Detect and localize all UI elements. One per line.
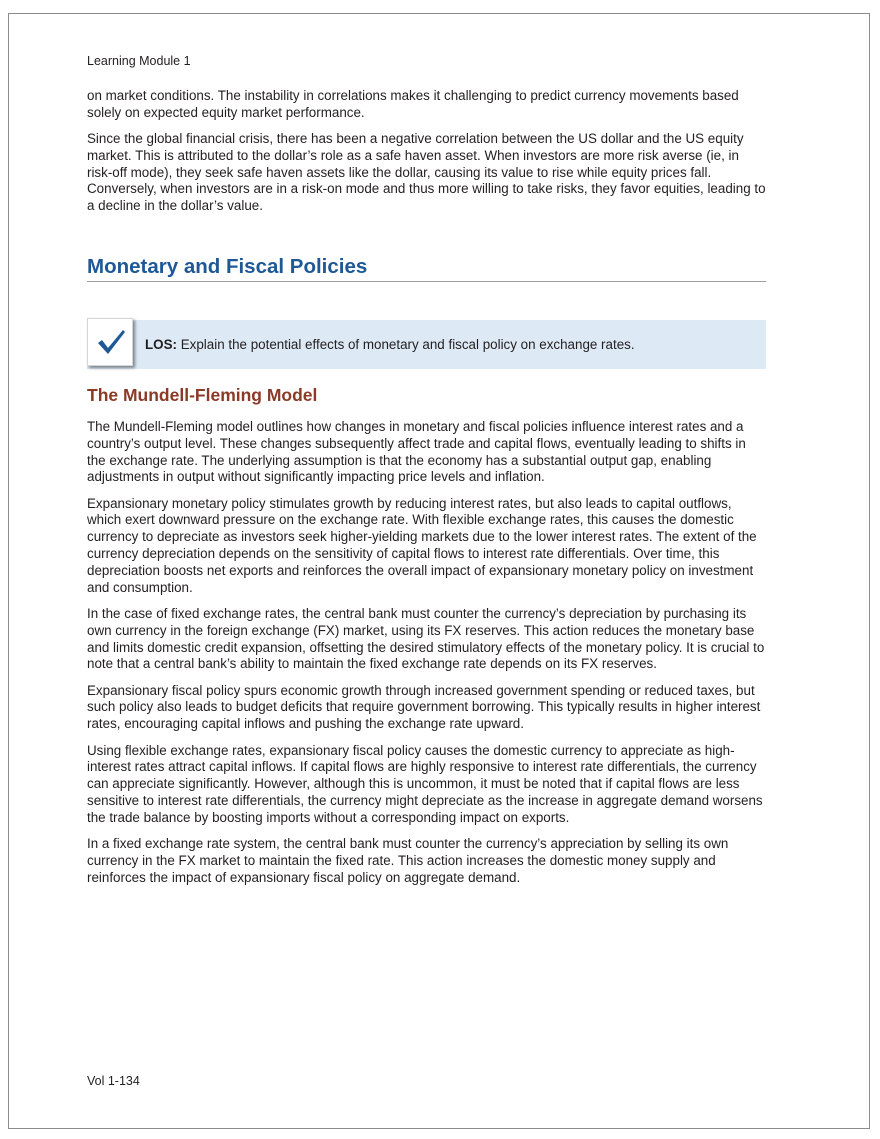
page-number: Vol 1-134 bbox=[87, 1074, 140, 1088]
los-label: LOS: bbox=[145, 337, 177, 352]
los-statement bbox=[145, 337, 635, 353]
paragraph: Expansionary monetary policy stimulates growth by reducing interest rates, but also leads to capital outflows, which exert downward pressure on the exchange rate. With flexible exchange rates, this causes the domestic currency to depreciate as investors seek higher-yielding markets due to the lower interest rates. The extent of the currency depreciation depends on the sensitivity of capital flows to interest rate differentials. Over time, this depreciation boosts net exports and reinforces the overall impact of expansionary monetary policy on investment and consumption. bbox=[87, 495, 757, 595]
running-head: Learning Module 1 bbox=[87, 54, 191, 68]
los-text: Explain the potential effects of monetary and fiscal policy on exchange rates. bbox=[180, 337, 635, 352]
paragraph: Since the global financial crisis, there has been a negative correlation between the US dollar and the US equity market. This is attributed to the dollar’s role as a safe haven asset. When investors are more risk averse (ie, in risk-off mode), they seek safe haven assets like the dollar, causing its value to rise while equity prices fall. Conversely, when investors are in a risk-on mode and thus more willing to take risks, they favor equities, leading to a decline in the dollar’s value. bbox=[87, 131, 766, 214]
checkmark-icon bbox=[87, 318, 133, 366]
paragraph: Expansionary fiscal policy spurs economic growth through increased government spending or reduced taxes, but such policy also leads to budget deficits that require government borrowing. This typically results in higher interest rates, encouraging capital inflows and pushing the exchange rate upward. bbox=[87, 682, 761, 732]
subsection-title: The Mundell-Fleming Model bbox=[87, 385, 318, 405]
main-text bbox=[87, 419, 767, 896]
section-title: Monetary and Fiscal Policies bbox=[87, 255, 368, 278]
paragraph: In a fixed exchange rate system, the central bank must counter the currency’s appreciation by selling its own currency in the FX market to maintain the fixed rate. This action increases the domestic money supply and reinforces the impact of expansionary fiscal policy on aggregate demand. bbox=[87, 836, 729, 885]
section-divider bbox=[87, 281, 766, 282]
paragraph: The Mundell-Fleming model outlines how changes in monetary and fiscal policies influence interest rates and a country’s output level. These changes subsequently affect trade and capital flows, eventually leading to shifts in the exchange rate. The underlying assumption is that the economy has a substantial output gap, enabling adjustments in output without significantly impacting price levels and inflation. bbox=[87, 419, 746, 485]
paragraph: Using flexible exchange rates, expansionary fiscal policy causes the domestic currency to appreciate as high-interest rates attract capital inflows. If capital flows are highly responsive to interest rate differentials, the currency can appreciate significantly. However, although this is uncommon, it must be noted that if capital flows are less sensitive to interest rate differentials, the currency might depreciate as the increase in aggregate demand worsens the trade balance by boosting imports without a corresponding impact on exports. bbox=[87, 742, 763, 825]
paragraph: on market conditions. The instability in correlations makes it challenging to predict currency movements based solely on expected equity market performance. bbox=[87, 88, 739, 120]
checkmark-icon-glyph bbox=[96, 328, 126, 356]
paragraph: In the case of fixed exchange rates, the central bank must counter the currency’s depreciation by purchasing its own currency in the foreign exchange (FX) market, using its FX reserves. This action reduces the monetary base and limits domestic credit expansion, offsetting the desired stimulatory effects of the monetary policy. It is crucial to note that a central bank’s ability to maintain the fixed exchange rate depends on its FX reserves. bbox=[87, 605, 765, 672]
intro-text bbox=[87, 88, 767, 225]
